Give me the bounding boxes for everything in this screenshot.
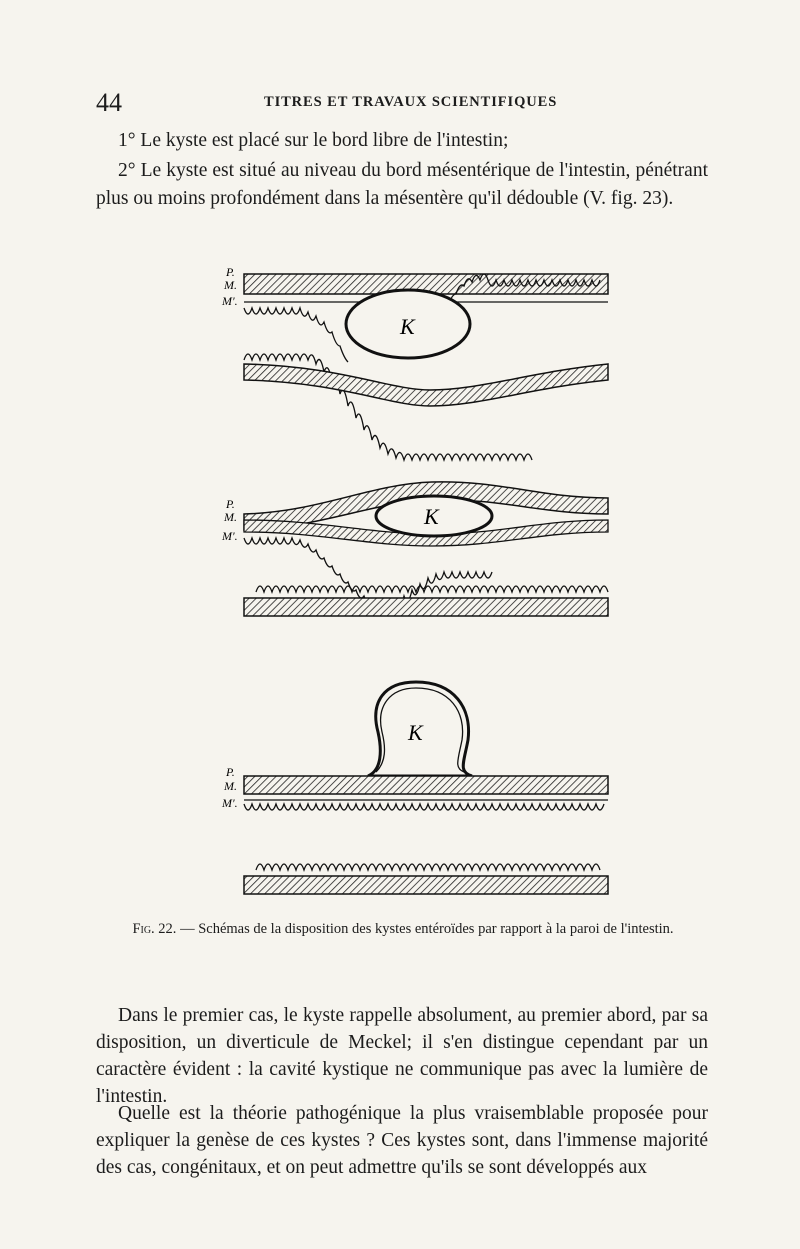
figure-caption bbox=[100, 920, 706, 939]
label-P-3: P. bbox=[226, 765, 235, 779]
caption-text: — Schémas de la disposition des kystes entéroïdes par rapport à la paroi de l'intestin. bbox=[176, 921, 674, 937]
muscular-wall-lower-3 bbox=[244, 876, 608, 894]
page-header bbox=[96, 88, 706, 118]
label-P-2: P. bbox=[226, 497, 235, 511]
cyst-label-K: K bbox=[400, 314, 415, 339]
label-P: P. bbox=[226, 265, 235, 279]
label-M-prime: M'. bbox=[222, 294, 238, 308]
mucosa-villi-upper-3 bbox=[244, 804, 604, 810]
diagram-3 bbox=[221, 682, 608, 894]
mucosa-villi-lower-3 bbox=[256, 864, 600, 870]
paragraph-2: Quelle est la théorie pathogénique la plus vraisemblable proposée pour expliquer la genèse de ces kystes ? Ces kystes sont, dans l'immense majorité des cas, congénitaux, et on peut admettre qu'ils se sont développés aux bbox=[96, 1103, 708, 1178]
intestine-cyst-schematic bbox=[210, 262, 620, 910]
diagram-1 bbox=[221, 265, 608, 460]
list-item-1: 1° Le kyste est placé sur le bord libre de l'intestin; bbox=[118, 130, 509, 151]
mucosa-villi-lower bbox=[256, 586, 608, 592]
figure-label: Fig. 22. bbox=[132, 921, 177, 937]
page-number: 44 bbox=[96, 88, 122, 117]
cyst-label-K-2: K bbox=[424, 504, 439, 529]
label-M-3: M. bbox=[224, 779, 237, 793]
cyst-label-K-3: K bbox=[408, 720, 423, 745]
label-M-2: M. bbox=[224, 510, 237, 524]
muscular-wall-bottom bbox=[244, 364, 608, 406]
paragraph-1: Dans le premier cas, le kyste rappelle absolument, au premier abord, par sa disposition, un diverticule de Meckel; il s'en distingue cependant par un caractère évident : la cavité kystique ne communique pas avec la lumière de l'intestin. bbox=[96, 1005, 708, 1107]
list-item-2: 2° Le kyste est situé au niveau du bord mésentérique de l'intestin, pénétrant plus ou moins profondément dans la mésentère qu'il dédouble (V. fig. 23). bbox=[96, 160, 708, 209]
label-M-prime-2: M'. bbox=[222, 529, 238, 543]
running-title: TITRES ET TRAVAUX SCIENTIFIQUES bbox=[264, 94, 558, 110]
muscular-wall-upper-3 bbox=[244, 776, 608, 794]
muscular-wall-lower bbox=[244, 598, 608, 616]
label-M: M. bbox=[224, 278, 237, 292]
diagram-2 bbox=[221, 482, 608, 616]
label-M-prime-3: M'. bbox=[222, 796, 238, 810]
